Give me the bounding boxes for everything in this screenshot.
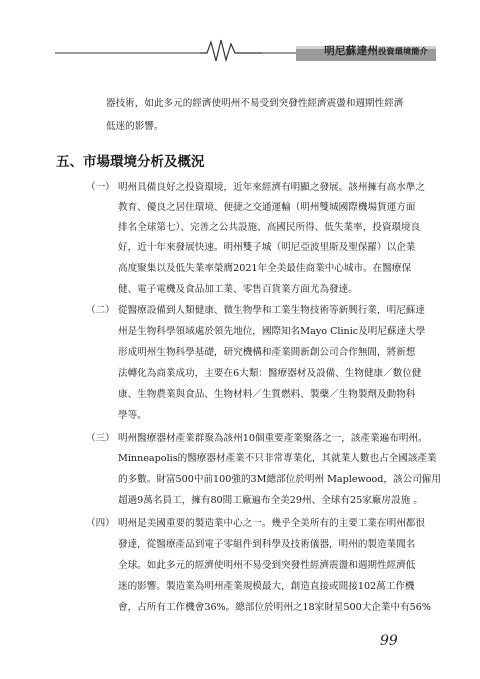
paragraph-line: 的多數。財富500中前100強的3M總部位於明州 Maplewood，該公司僱用 <box>118 474 441 485</box>
paragraph-line: 明州是美國重要的製造業中心之一。幾乎全美所有的主要工業在明州都很 <box>118 518 425 529</box>
paragraph-line: 健、電子電機及食品加工業、零售百貨業方面尤為發達。 <box>118 284 358 295</box>
section-heading: 五、市場環境分析及概況 <box>56 154 205 170</box>
paragraph-line: Minneapolis的醫療器材產業不只非常專業化，其就業人數也占全國該產業 <box>118 453 437 464</box>
paragraph-line: 法轉化為商業成功，主要在6大類：醫療器材及設備、生物健康／數位健 <box>118 368 422 379</box>
paragraph-line: 超過9萬名員工，擁有80間工廠遍布全美29州、全球有25家廠房設施 。 <box>118 495 423 506</box>
paragraph-line: 教育、優良之居住環境、便捷之交通運輸（明州雙城國際機場貨運方面 <box>118 202 416 213</box>
intro-line: 器技術，如此多元的經濟使明州不易受到突發性經濟震盪和週期性經濟 <box>106 98 404 109</box>
paragraph-line: 明州醫療器材產業群聚為該州10個重要產業聚落之一，該產業遍布明州。 <box>118 433 428 444</box>
paragraph-line: 康、生物農業與食品、生物材料／生質燃料、製藥／生物製劑及動物科 <box>118 389 416 400</box>
item-number: （二） <box>86 305 115 316</box>
paragraph-line: 州是生物科學領域處於領先地位，國際知名Mayo Clinic及明尼蘇達大學 <box>118 326 426 337</box>
paragraph-line: 會，占所有工作機會36%。總部位於明州之18家財星500大企業中有56% <box>118 602 432 613</box>
header-title-main: 明尼蘇達州 <box>324 45 379 57</box>
paragraph-line: 好，近十年來發展快速。明州雙子城（明尼亞波里斯及聖保羅）以企業 <box>118 242 416 253</box>
page-header <box>0 34 480 64</box>
paragraph-line: 全球。如此多元的經濟使明州不易受到突發性經濟震盪和週期性經濟低 <box>118 560 416 571</box>
paragraph-line: 從醫療設備到人類健康、微生物學和工業生物技術等新興行業，明尼蘇達 <box>118 305 425 316</box>
paragraph-line: 明州具備良好之投資環境，近年來經濟有明顯之發展。該州擁有高水準之 <box>118 182 425 193</box>
paragraph-line: 高度聚集以及低失業率榮膺2021年全美最佳商業中心城市。在醫療保 <box>118 263 412 274</box>
paragraph-line: 迷的影響。製造業為明州產業規模最大，創造直接或間接102萬工作機 <box>118 581 415 592</box>
item-number: （一） <box>86 182 115 193</box>
header-title-sub: 投資環境簡介 <box>378 47 428 56</box>
paragraph-line: 學等。 <box>118 410 147 421</box>
paragraph-line: 形成明州生物科學基礎，研究機構和產業間新創公司合作無間，將新想 <box>118 347 416 358</box>
header-title <box>324 43 428 58</box>
paragraph-line: 排名全球第七）、完善之公共設施、高國民所得、低失業率，投資環境良 <box>118 222 421 233</box>
item-number: （四） <box>86 518 115 529</box>
paragraph-line: 發達，從醫療產品到電子零組件到科學及技術儀器，明州的製造業聞名 <box>118 539 416 550</box>
page-number: 99 <box>380 633 398 649</box>
intro-line: 低迷的影響。 <box>106 121 164 132</box>
item-number: （三） <box>86 433 115 444</box>
